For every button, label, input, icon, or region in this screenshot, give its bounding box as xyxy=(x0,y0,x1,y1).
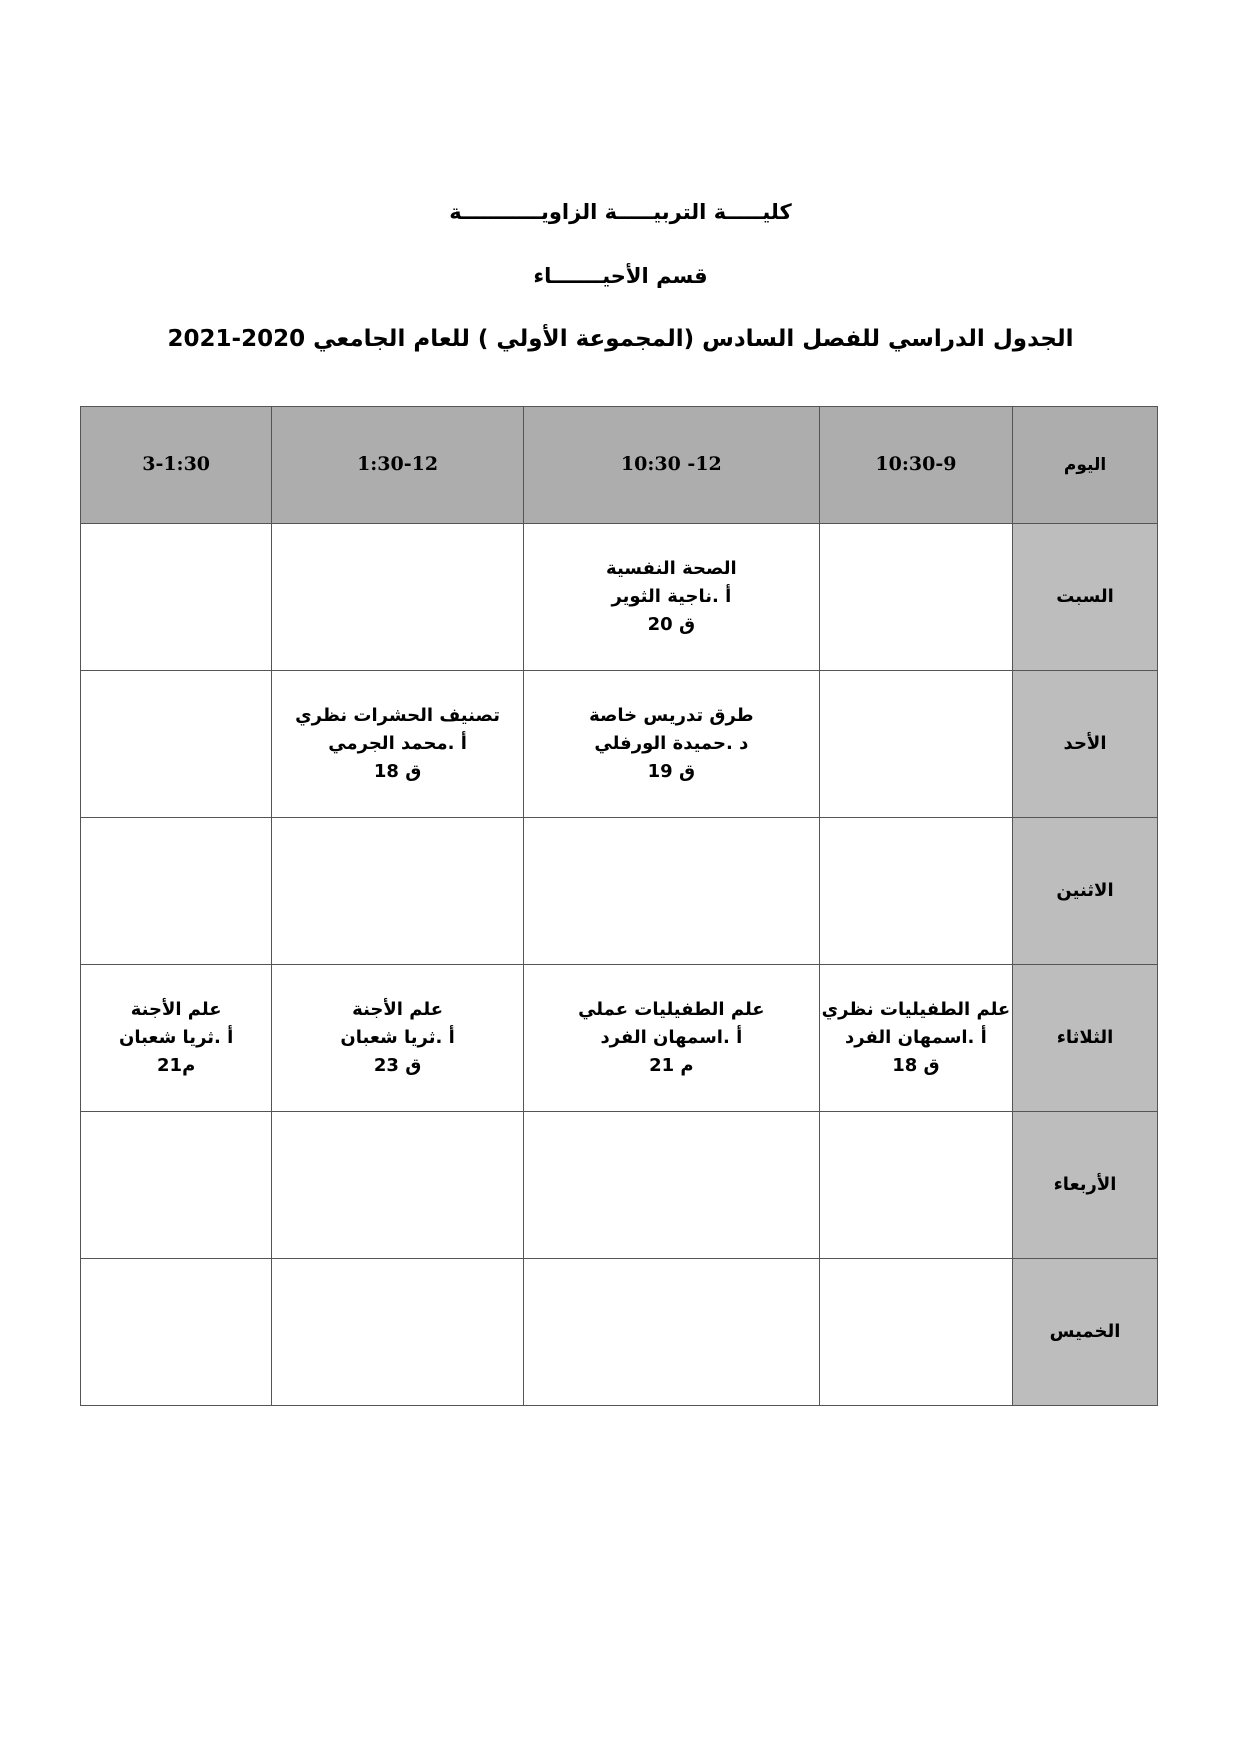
day-cell: الأربعاء xyxy=(1013,1112,1158,1259)
schedule-cell xyxy=(523,524,819,671)
day-cell: الاثنين xyxy=(1013,818,1158,965)
schedule-cell xyxy=(81,524,272,671)
schedule-cell xyxy=(819,1259,1012,1406)
schedule-cell xyxy=(272,1259,524,1406)
schedule-cell xyxy=(819,1112,1012,1259)
schedule-cell xyxy=(81,671,272,818)
instructor-name: أ .ثريا شعبان xyxy=(118,1027,234,1049)
schedule-cell xyxy=(272,671,524,818)
instructor-name: أ .اسمهان الفرد xyxy=(600,1027,743,1049)
instructor-name: د .حميدة الورفلي xyxy=(594,733,749,755)
instructor-name: أ .محمد الجرمي xyxy=(328,733,467,755)
column-header-slot-3: 1:30-12 xyxy=(272,407,524,524)
schedule-cell xyxy=(819,524,1012,671)
schedule-cell xyxy=(819,818,1012,965)
room-label: ق 18 xyxy=(892,1054,940,1076)
instructor-name: أ .ثريا شعبان xyxy=(340,1027,455,1049)
schedule-cell xyxy=(819,671,1012,818)
course-name: علم الطفيليات عملي xyxy=(578,999,765,1021)
schedule-cell xyxy=(81,818,272,965)
day-cell: الثلاثاء xyxy=(1013,965,1158,1112)
schedule-cell xyxy=(272,818,524,965)
instructor-name: أ .اسمهان الفرد xyxy=(845,1027,987,1049)
day-cell: الأحد xyxy=(1013,671,1158,818)
schedule-cell xyxy=(523,965,819,1112)
table-row xyxy=(81,818,1158,965)
schedule-cell xyxy=(523,818,819,965)
schedule-cell xyxy=(272,524,524,671)
schedule-cell xyxy=(819,965,1012,1112)
room-label: م21 xyxy=(157,1054,196,1076)
schedule-cell xyxy=(272,1112,524,1259)
college-title: كليـــــة التربيـــــة الزاويـــــــــــة xyxy=(449,200,792,224)
room-label: ق 19 xyxy=(647,760,696,782)
column-header-slot-1: 10:30-9 xyxy=(819,407,1012,524)
room-label: ق 23 xyxy=(373,1054,422,1076)
schedule-table xyxy=(80,406,1158,1406)
course-name: تصنيف الحشرات نظري xyxy=(295,705,500,727)
schedule-cell xyxy=(523,1112,819,1259)
table-row xyxy=(81,965,1158,1112)
schedule-cell xyxy=(81,965,272,1112)
schedule-title: الجدول الدراسي للفصل السادس (المجموعة الأولي ) للعام الجامعي 2020-2021 xyxy=(167,326,1074,352)
schedule-cell xyxy=(272,965,524,1112)
schedule-cell xyxy=(523,1259,819,1406)
header-row xyxy=(81,407,1158,524)
department-title: قسم الأحيـــــــاء xyxy=(533,264,708,288)
room-label: ق 18 xyxy=(373,760,422,782)
schedule-cell xyxy=(523,671,819,818)
table-row xyxy=(81,671,1158,818)
column-header-slot-2: 12- 10:30 xyxy=(523,407,819,524)
column-header-slot-4: 3-1:30 xyxy=(81,407,272,524)
table-row xyxy=(81,1259,1158,1406)
column-header-day: اليوم xyxy=(1013,407,1158,524)
table-row xyxy=(81,524,1158,671)
course-name: علم الأجنة xyxy=(130,999,222,1021)
schedule-cell xyxy=(81,1112,272,1259)
course-name: الصحة النفسية xyxy=(606,558,737,580)
day-cell: السبت xyxy=(1013,524,1158,671)
course-name: طرق تدريس خاصة xyxy=(589,705,754,727)
schedule-cell xyxy=(81,1259,272,1406)
table-row xyxy=(81,1112,1158,1259)
course-name: علم الطفيليات نظري xyxy=(821,999,1011,1021)
course-name: علم الأجنة xyxy=(352,999,443,1021)
room-label: ق 20 xyxy=(647,613,696,635)
day-cell: الخميس xyxy=(1013,1259,1158,1406)
instructor-name: أ .ناجية الثوير xyxy=(611,586,732,608)
room-label: م 21 xyxy=(649,1054,694,1076)
